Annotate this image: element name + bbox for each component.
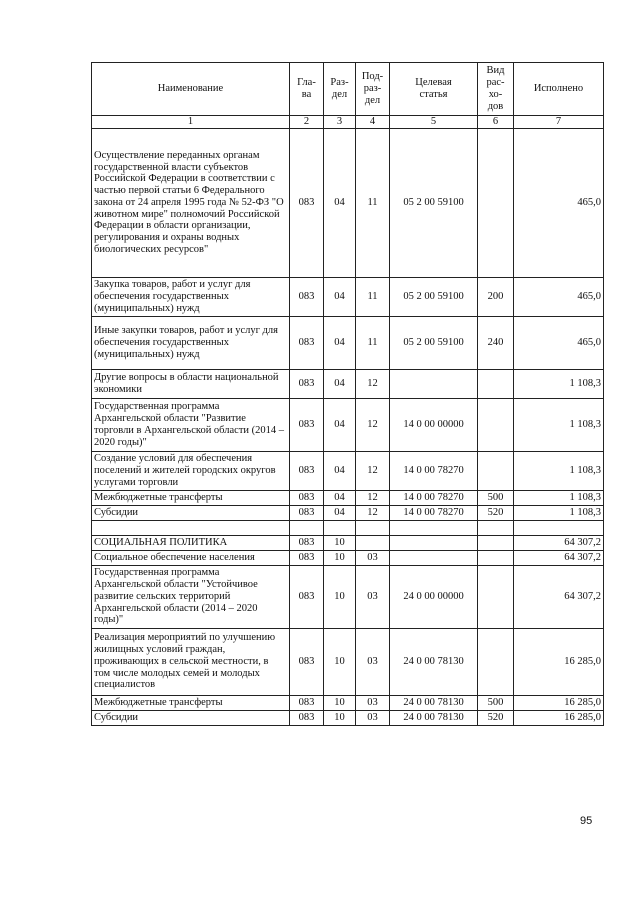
column-number: 5 — [390, 116, 478, 129]
row-amount: 64 307,2 — [514, 550, 604, 565]
row-amount: 64 307,2 — [514, 565, 604, 628]
row-podrazdel — [356, 535, 390, 550]
row-name: Другие вопросы в области национальной экономики — [92, 369, 290, 398]
row-razdel: 04 — [324, 316, 356, 369]
row-amount: 1 108,3 — [514, 451, 604, 490]
row-vid — [478, 535, 514, 550]
row-razdel: 04 — [324, 277, 356, 316]
row-podrazdel: 12 — [356, 505, 390, 520]
row-razdel: 04 — [324, 505, 356, 520]
row-vid — [478, 451, 514, 490]
row-podrazdel: 03 — [356, 565, 390, 628]
header-amount: Исполнено — [514, 63, 604, 116]
row-razdel: 04 — [324, 128, 356, 277]
budget-table — [91, 62, 604, 726]
row-name: Закупка товаров, работ и услуг для обеспечения государственных (муниципальных) нужд — [92, 277, 290, 316]
row-vid: 500 — [478, 695, 514, 710]
row-razdel: 04 — [324, 451, 356, 490]
row-statya: 05 2 00 59100 — [390, 277, 478, 316]
row-name: Осуществление переданных органам государственной власти субъектов Российской Федерации в соответствии с частью первой статьи 6 Федерального закона от 24 апреля 1995 года № 52-ФЗ "О животном мире" полномочий Российской Федерации в области организации, регулирования и охраны водных биологических ресурсов" — [92, 128, 290, 277]
row-razdel — [324, 520, 356, 535]
row-name — [92, 520, 290, 535]
row-statya: 14 0 00 78270 — [390, 505, 478, 520]
row-podrazdel — [356, 520, 390, 535]
table-row — [92, 398, 604, 451]
column-number: 6 — [478, 116, 514, 129]
row-amount: 465,0 — [514, 316, 604, 369]
header-row — [92, 63, 604, 116]
row-podrazdel: 12 — [356, 451, 390, 490]
row-statya: 14 0 00 78270 — [390, 490, 478, 505]
table-row — [92, 535, 604, 550]
column-number: 2 — [290, 116, 324, 129]
table-row — [92, 565, 604, 628]
row-amount: 16 285,0 — [514, 710, 604, 725]
row-razdel: 10 — [324, 628, 356, 695]
row-glava: 083 — [290, 695, 324, 710]
row-razdel: 04 — [324, 490, 356, 505]
table-body — [92, 128, 604, 725]
row-name: СОЦИАЛЬНАЯ ПОЛИТИКА — [92, 535, 290, 550]
row-name: Межбюджетные трансферты — [92, 695, 290, 710]
row-amount: 16 285,0 — [514, 695, 604, 710]
row-glava: 083 — [290, 490, 324, 505]
row-podrazdel: 12 — [356, 398, 390, 451]
row-glava: 083 — [290, 565, 324, 628]
row-statya — [390, 369, 478, 398]
row-amount: 64 307,2 — [514, 535, 604, 550]
row-vid — [478, 398, 514, 451]
row-podrazdel: 03 — [356, 628, 390, 695]
row-glava: 083 — [290, 550, 324, 565]
row-podrazdel: 11 — [356, 277, 390, 316]
table-row — [92, 628, 604, 695]
table-row — [92, 316, 604, 369]
row-statya: 05 2 00 59100 — [390, 128, 478, 277]
row-name: Межбюджетные трансферты — [92, 490, 290, 505]
table-row — [92, 369, 604, 398]
row-podrazdel: 03 — [356, 695, 390, 710]
row-statya: 24 0 00 78130 — [390, 710, 478, 725]
table-row — [92, 277, 604, 316]
header-podrazdel: Под- раз- дел — [356, 63, 390, 116]
row-razdel: 10 — [324, 710, 356, 725]
row-vid: 520 — [478, 505, 514, 520]
column-number: 7 — [514, 116, 604, 129]
table-row — [92, 550, 604, 565]
row-statya — [390, 520, 478, 535]
table-row — [92, 128, 604, 277]
row-vid — [478, 628, 514, 695]
row-razdel: 10 — [324, 565, 356, 628]
row-vid: 500 — [478, 490, 514, 505]
row-glava — [290, 520, 324, 535]
row-glava: 083 — [290, 277, 324, 316]
page-number: 95 — [580, 815, 593, 827]
row-vid — [478, 128, 514, 277]
row-glava: 083 — [290, 710, 324, 725]
header-glava: Гла- ва — [290, 63, 324, 116]
table-row — [92, 695, 604, 710]
row-glava: 083 — [290, 628, 324, 695]
row-vid — [478, 550, 514, 565]
table-row — [92, 505, 604, 520]
row-statya: 24 0 00 78130 — [390, 695, 478, 710]
row-vid — [478, 369, 514, 398]
row-razdel: 10 — [324, 550, 356, 565]
header-razdel: Раз- дел — [324, 63, 356, 116]
row-name: Реализация мероприятий по улучшению жилищных условий граждан, проживающих в сельской местности, в том числе молодых семей и молодых специалистов — [92, 628, 290, 695]
row-statya — [390, 535, 478, 550]
row-razdel: 04 — [324, 398, 356, 451]
row-podrazdel: 12 — [356, 369, 390, 398]
row-amount: 1 108,3 — [514, 490, 604, 505]
row-podrazdel: 12 — [356, 490, 390, 505]
column-number-row — [92, 116, 604, 129]
table-row — [92, 520, 604, 535]
row-amount: 16 285,0 — [514, 628, 604, 695]
row-razdel: 10 — [324, 695, 356, 710]
row-podrazdel: 11 — [356, 128, 390, 277]
row-name: Государственная программа Архангельской области "Устойчивое развитие сельских территорий Архангельской области (2014 – 2020 годы)" — [92, 565, 290, 628]
table-row — [92, 451, 604, 490]
row-name: Иные закупки товаров, работ и услуг для обеспечения государственных (муниципальных) нужд — [92, 316, 290, 369]
row-vid: 200 — [478, 277, 514, 316]
row-razdel: 10 — [324, 535, 356, 550]
row-name: Создание условий для обеспечения поселений и жителей городских округов услугами торговли — [92, 451, 290, 490]
row-glava: 083 — [290, 398, 324, 451]
row-name: Государственная программа Архангельской области "Развитие торговли в Архангельской области (2014 – 2020 годы)" — [92, 398, 290, 451]
row-amount: 1 108,3 — [514, 398, 604, 451]
table-row — [92, 490, 604, 505]
row-glava: 083 — [290, 505, 324, 520]
column-number: 4 — [356, 116, 390, 129]
row-podrazdel: 11 — [356, 316, 390, 369]
row-glava: 083 — [290, 535, 324, 550]
row-statya — [390, 550, 478, 565]
row-statya: 14 0 00 78270 — [390, 451, 478, 490]
row-vid — [478, 520, 514, 535]
column-number: 1 — [92, 116, 290, 129]
header-vid: Вид рас- хо- дов — [478, 63, 514, 116]
row-vid — [478, 565, 514, 628]
row-statya: 14 0 00 00000 — [390, 398, 478, 451]
row-amount: 465,0 — [514, 128, 604, 277]
row-podrazdel: 03 — [356, 550, 390, 565]
row-statya: 24 0 00 78130 — [390, 628, 478, 695]
row-amount: 1 108,3 — [514, 505, 604, 520]
column-number: 3 — [324, 116, 356, 129]
row-podrazdel: 03 — [356, 710, 390, 725]
row-glava: 083 — [290, 451, 324, 490]
row-glava: 083 — [290, 369, 324, 398]
header-name: Наименование — [92, 63, 290, 116]
table-row — [92, 710, 604, 725]
row-name: Субсидии — [92, 710, 290, 725]
row-amount: 1 108,3 — [514, 369, 604, 398]
row-statya: 24 0 00 00000 — [390, 565, 478, 628]
row-amount: 465,0 — [514, 277, 604, 316]
row-amount — [514, 520, 604, 535]
row-statya: 05 2 00 59100 — [390, 316, 478, 369]
row-glava: 083 — [290, 128, 324, 277]
row-razdel: 04 — [324, 369, 356, 398]
row-vid: 520 — [478, 710, 514, 725]
row-name: Социальное обеспечение населения — [92, 550, 290, 565]
header-statya: Целевая статья — [390, 63, 478, 116]
row-glava: 083 — [290, 316, 324, 369]
row-name: Субсидии — [92, 505, 290, 520]
row-vid: 240 — [478, 316, 514, 369]
